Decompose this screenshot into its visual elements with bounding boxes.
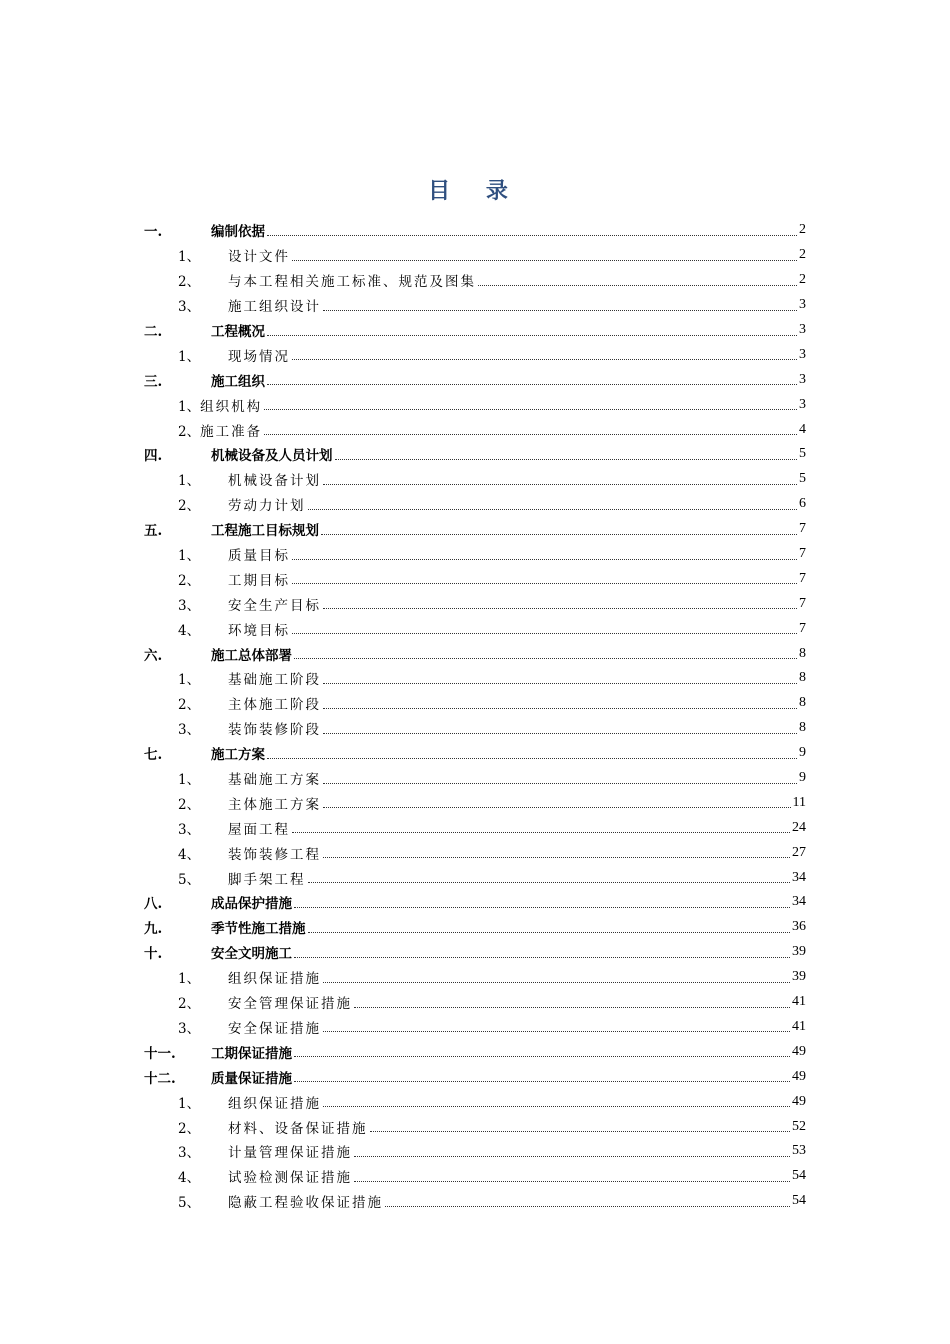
toc-page-number: 7	[799, 595, 806, 611]
toc-entry-label: 试验检测保证措施	[228, 1170, 352, 1187]
toc-page-number: 7	[799, 570, 806, 586]
toc-leader-dots	[294, 658, 797, 659]
toc-subsection-entry[interactable]	[144, 790, 806, 815]
toc-entry-label: 质量保证措施	[211, 1070, 292, 1087]
toc-page-number: 49	[792, 1093, 806, 1109]
toc-leader-dots	[294, 1056, 790, 1057]
toc-entry-number: 3、	[178, 821, 201, 838]
toc-leader-dots	[323, 484, 797, 485]
toc-page-number: 24	[792, 819, 806, 835]
toc-subsection-entry[interactable]	[144, 1139, 806, 1164]
toc-entry-label: 计量管理保证措施	[228, 1145, 352, 1162]
toc-section-entry[interactable]	[144, 442, 806, 467]
toc-subsection-entry[interactable]	[144, 1164, 806, 1189]
toc-leader-dots	[292, 359, 797, 360]
toc-entry-number: 1、	[178, 548, 201, 565]
toc-page-number: 49	[792, 1068, 806, 1084]
toc-page-number: 9	[799, 745, 806, 761]
toc-entry-number: 1、	[178, 473, 201, 490]
toc-entry-label: 装饰装修工程	[228, 846, 321, 863]
toc-subsection-entry[interactable]	[144, 1089, 806, 1114]
toc-page-number: 27	[792, 844, 806, 860]
toc-entry-label: 安全保证措施	[228, 1020, 321, 1037]
toc-entry-label: 工程概况	[211, 324, 265, 340]
toc-entry-number: 1、	[178, 1095, 201, 1112]
toc-entry-label: 基础施工阶段	[228, 672, 321, 689]
toc-entry-label: 脚手架工程	[228, 871, 306, 888]
toc-leader-dots	[354, 1156, 790, 1157]
toc-entry-number: 三.	[144, 373, 163, 390]
toc-entry-number: 九.	[144, 921, 163, 938]
toc-entry-number: 2、	[178, 423, 201, 440]
toc-entry-label: 质量目标	[228, 548, 290, 565]
toc-subsection-entry[interactable]	[144, 542, 806, 567]
toc-entry-number: 1、	[178, 249, 201, 266]
toc-leader-dots	[478, 285, 797, 286]
toc-leader-dots	[308, 932, 791, 933]
toc-subsection-entry[interactable]	[144, 691, 806, 716]
toc-entry-number: 六.	[144, 647, 163, 664]
toc-leader-dots	[292, 559, 797, 560]
toc-page-number: 2	[799, 222, 806, 238]
toc-entry-label: 安全管理保证措施	[228, 996, 352, 1013]
toc-entry-number: 十一.	[144, 1045, 176, 1062]
toc-page-number: 34	[792, 894, 806, 910]
toc-entry-number: 五.	[144, 523, 163, 540]
toc-section-entry[interactable]	[144, 1064, 806, 1089]
toc-entry-number: 2、	[178, 796, 201, 813]
toc-page-number: 5	[799, 471, 806, 487]
toc-leader-dots	[267, 384, 797, 385]
toc-subsection-entry[interactable]	[144, 766, 806, 791]
toc-leader-dots	[294, 957, 790, 958]
toc-subsection-entry[interactable]	[144, 392, 806, 417]
toc-subsection-entry[interactable]	[144, 815, 806, 840]
toc-entry-number: 十二.	[144, 1070, 176, 1087]
toc-page-number: 3	[799, 396, 806, 412]
toc-page-number: 54	[792, 1193, 806, 1209]
toc-page-number: 41	[792, 994, 806, 1010]
toc-leader-dots	[323, 857, 790, 858]
toc-leader-dots	[385, 1206, 790, 1207]
toc-leader-dots	[354, 1181, 790, 1182]
toc-page-number: 2	[799, 272, 806, 288]
toc-leader-dots	[323, 1031, 790, 1032]
toc-entry-number: 一.	[144, 224, 163, 241]
toc-leader-dots	[292, 832, 790, 833]
toc-subsection-entry[interactable]	[144, 467, 806, 492]
toc-entry-label: 安全文明施工	[211, 946, 292, 963]
toc-entry-number: 1、	[178, 772, 201, 789]
toc-leader-dots	[267, 235, 797, 236]
toc-entry-label: 基础施工方案	[228, 772, 321, 789]
toc-entry-label: 隐蔽工程验收保证措施	[228, 1195, 383, 1212]
toc-subsection-entry[interactable]	[144, 965, 806, 990]
toc-entry-number: 2、	[178, 572, 201, 589]
toc-entry-label: 环境目标	[228, 622, 290, 639]
toc-page-number: 7	[799, 546, 806, 562]
toc-page-number: 2	[799, 247, 806, 263]
toc-subsection-entry[interactable]	[144, 990, 806, 1015]
toc-leader-dots	[323, 708, 797, 709]
toc-entry-number: 2、	[178, 498, 201, 515]
toc-leader-dots	[370, 1131, 791, 1132]
toc-entry-label: 与本工程相关施工标准、规范及图集	[228, 274, 476, 291]
toc-page-number: 39	[792, 969, 806, 985]
toc-entry-label: 材料、设备保证措施	[228, 1120, 368, 1137]
toc-subsection-entry[interactable]	[144, 865, 806, 890]
toc-page-number: 4	[799, 421, 806, 437]
table-of-contents	[144, 218, 806, 1214]
toc-section-entry[interactable]	[144, 367, 806, 392]
toc-entry-number: 2、	[178, 1120, 201, 1137]
toc-entry-number: 4、	[178, 1170, 201, 1187]
toc-entry-label: 施工组织设计	[228, 299, 321, 316]
toc-subsection-entry[interactable]	[144, 492, 806, 517]
toc-subsection-entry[interactable]	[144, 1114, 806, 1139]
toc-page-number: 8	[799, 720, 806, 736]
toc-page-number: 7	[799, 521, 806, 537]
toc-subsection-entry[interactable]	[144, 1189, 806, 1214]
toc-entry-number: 3、	[178, 1145, 201, 1162]
toc-entry-label: 组织机构	[200, 398, 263, 415]
toc-page-number: 9	[799, 770, 806, 786]
toc-entry-number: 1、	[178, 971, 201, 988]
toc-leader-dots	[264, 434, 797, 435]
toc-entry-number: 2、	[178, 697, 201, 714]
toc-entry-label: 装饰装修阶段	[228, 722, 321, 739]
toc-page-number: 8	[799, 645, 806, 661]
toc-leader-dots	[294, 1081, 790, 1082]
toc-entry-label: 施工总体部署	[211, 647, 292, 664]
toc-page-number: 8	[799, 695, 806, 711]
toc-subsection-entry[interactable]	[144, 716, 806, 741]
toc-entry-number: 二.	[144, 324, 163, 340]
toc-leader-dots	[323, 1106, 790, 1107]
toc-subsection-entry[interactable]	[144, 342, 806, 367]
toc-leader-dots	[292, 260, 797, 261]
toc-page-number: 3	[799, 371, 806, 387]
toc-entry-number: 八.	[144, 896, 163, 913]
toc-entry-number: 3、	[178, 597, 201, 614]
toc-leader-dots	[267, 758, 797, 759]
toc-entry-label: 主体施工方案	[228, 796, 321, 813]
toc-entry-label: 工期保证措施	[211, 1045, 292, 1062]
toc-entry-number: 七.	[144, 747, 163, 764]
toc-entry-number: 5、	[178, 871, 201, 888]
toc-subsection-entry[interactable]	[144, 840, 806, 865]
toc-subsection-entry[interactable]	[144, 243, 806, 268]
toc-section-entry[interactable]	[144, 915, 806, 940]
toc-section-entry[interactable]	[144, 1039, 806, 1064]
toc-entry-number: 四.	[144, 448, 163, 465]
toc-leader-dots	[335, 459, 798, 460]
toc-entry-label: 屋面工程	[228, 821, 290, 838]
toc-page-number: 52	[792, 1118, 806, 1134]
toc-entry-label: 设计文件	[228, 249, 290, 266]
toc-leader-dots	[294, 907, 790, 908]
toc-entry-number: 3、	[178, 299, 201, 316]
toc-page-number: 3	[799, 346, 806, 362]
toc-entry-label: 施工方案	[211, 747, 265, 764]
toc-leader-dots	[321, 534, 797, 535]
toc-entry-number: 十.	[144, 946, 163, 963]
toc-entry-label: 组织保证措施	[228, 971, 321, 988]
toc-entry-label: 组织保证措施	[228, 1095, 321, 1112]
toc-entry-label: 劳动力计划	[228, 498, 306, 515]
toc-page-number: 7	[799, 620, 806, 636]
toc-leader-dots	[323, 982, 790, 983]
toc-page-number: 36	[792, 919, 806, 935]
toc-subsection-entry[interactable]	[144, 591, 806, 616]
toc-leader-dots	[323, 807, 791, 808]
toc-page-number: 53	[792, 1143, 806, 1159]
toc-leader-dots	[267, 335, 797, 336]
toc-entry-label: 施工准备	[200, 423, 263, 440]
toc-entry-number: 3、	[178, 722, 201, 739]
toc-page-number: 41	[792, 1018, 806, 1034]
toc-entry-label: 安全生产目标	[228, 597, 321, 614]
toc-page-number: 3	[799, 322, 806, 337]
toc-entry-number: 5、	[178, 1195, 201, 1212]
toc-leader-dots	[308, 509, 798, 510]
toc-entry-label: 机械设备及人员计划	[211, 448, 333, 465]
toc-leader-dots	[323, 310, 797, 311]
toc-section-entry[interactable]	[144, 940, 806, 965]
toc-subsection-entry[interactable]	[144, 566, 806, 591]
toc-entry-number: 1、	[178, 348, 201, 365]
toc-entry-label: 现场情况	[228, 348, 290, 365]
toc-subsection-entry[interactable]	[144, 1015, 806, 1040]
toc-subsection-entry[interactable]	[144, 666, 806, 691]
toc-section-entry[interactable]	[144, 641, 806, 666]
toc-leader-dots	[323, 733, 797, 734]
toc-entry-label: 季节性施工措施	[211, 921, 306, 938]
toc-subsection-entry[interactable]	[144, 616, 806, 641]
toc-page-number: 54	[792, 1168, 806, 1184]
toc-page-number: 5	[799, 446, 806, 462]
toc-entry-number: 4、	[178, 622, 201, 639]
toc-subsection-entry[interactable]	[144, 417, 806, 442]
toc-entry-number: 4、	[178, 846, 201, 863]
toc-page-number: 11	[792, 794, 806, 810]
toc-entry-number: 1、	[178, 398, 201, 415]
toc-entry-label: 编制依据	[211, 224, 265, 241]
toc-leader-dots	[323, 683, 797, 684]
toc-section-entry[interactable]	[144, 890, 806, 915]
toc-entry-number: 2、	[178, 274, 201, 291]
toc-page-number: 49	[792, 1043, 806, 1059]
toc-leader-dots	[292, 633, 797, 634]
toc-leader-dots	[292, 583, 797, 584]
toc-page-number: 39	[792, 944, 806, 960]
toc-entry-label: 工期目标	[228, 572, 290, 589]
toc-section-entry[interactable]	[144, 218, 806, 243]
toc-entry-label: 机械设备计划	[228, 473, 321, 490]
toc-leader-dots	[354, 1007, 790, 1008]
toc-page-number: 8	[799, 670, 806, 686]
toc-title: 目 录	[428, 179, 522, 204]
toc-entry-label: 施工组织	[211, 373, 265, 390]
toc-entry-number: 1、	[178, 672, 201, 689]
toc-section-entry[interactable]	[144, 318, 806, 343]
toc-entry-number: 2、	[178, 996, 201, 1013]
toc-entry-label: 成品保护措施	[211, 896, 292, 913]
toc-leader-dots	[308, 882, 791, 883]
toc-section-entry[interactable]	[144, 517, 806, 542]
toc-leader-dots	[323, 608, 797, 609]
toc-subsection-entry[interactable]	[144, 293, 806, 318]
toc-page-number: 6	[799, 496, 806, 512]
toc-entry-label: 工程施工目标规划	[211, 523, 319, 540]
toc-page-number: 3	[799, 297, 806, 313]
toc-subsection-entry[interactable]	[144, 268, 806, 293]
toc-section-entry[interactable]	[144, 741, 806, 766]
toc-entry-label: 主体施工阶段	[228, 697, 321, 714]
toc-entry-number: 3、	[178, 1020, 201, 1037]
toc-page-number: 34	[792, 869, 806, 885]
toc-leader-dots	[264, 409, 797, 410]
toc-leader-dots	[323, 783, 797, 784]
